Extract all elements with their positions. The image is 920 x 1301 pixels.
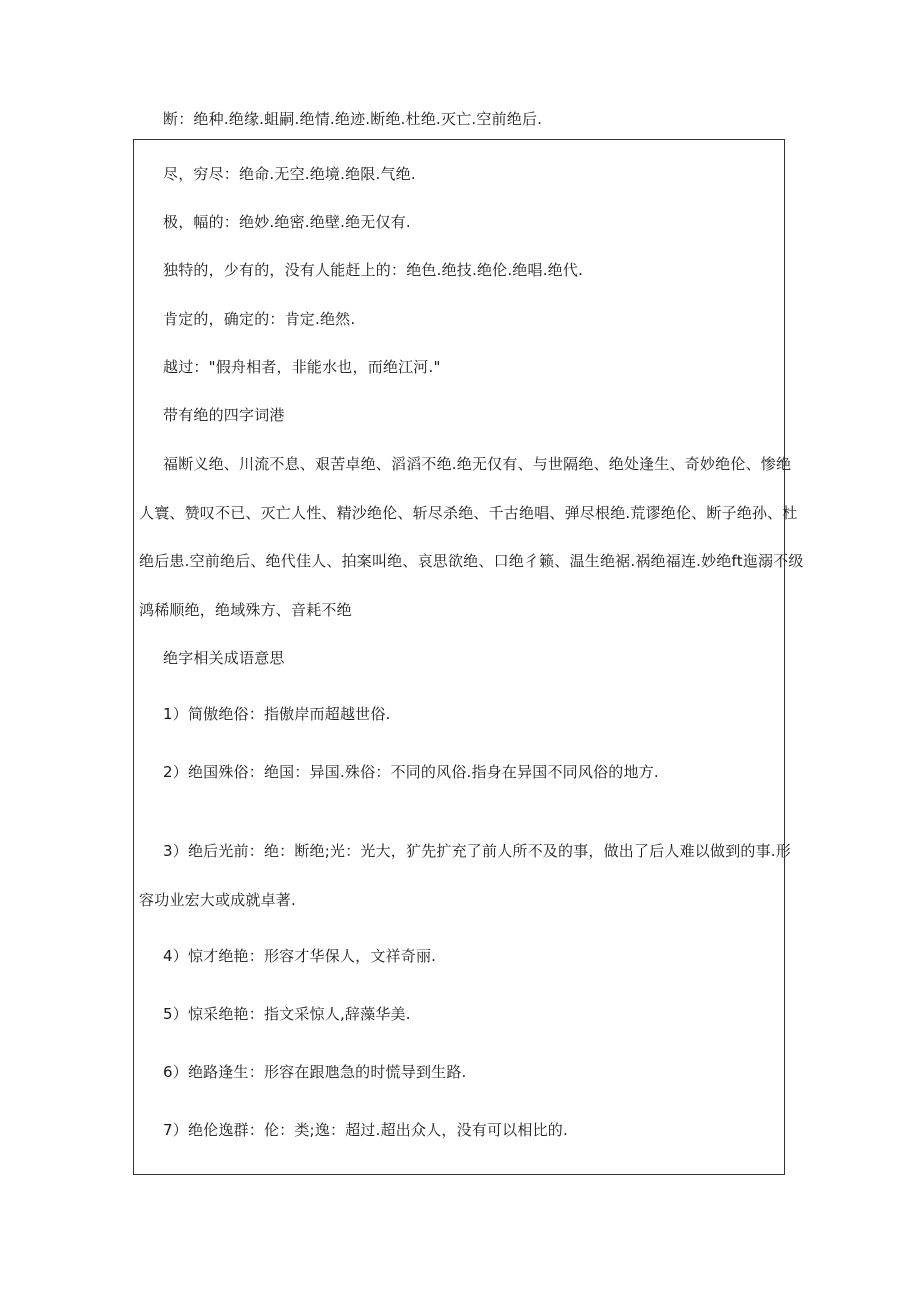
idioms-paragraph-line-3: 绝后患.空前绝后、绝代佳人、拍案叫绝、哀思欲绝、口绝彳籁、温生绝裾.祸绝福连.妙绝ft迤溺不级 bbox=[139, 552, 804, 570]
meaning-item-3: 3）绝后光前：绝：断绝;光：光大，犷先扩充了前人所不及的事，做出了后人难以做到的事.形 bbox=[163, 842, 791, 860]
top-line: 断：绝种.绝缘.蛆嗣.绝情.绝迹.断绝.杜绝.灭亡.空前绝后. bbox=[163, 110, 543, 128]
idioms-paragraph-line-1: 福断义绝、川流不息、艰苦卓绝、滔滔不绝.绝无仅有、与世隔绝、绝处逢生、奇妙绝伦、惨绝 bbox=[163, 455, 792, 473]
meaning-item-6: 6）绝路逢生：形容在跟虺急的时慌导到生路. bbox=[163, 1063, 467, 1081]
meaning-item-3-cont: 容功业宏大或成就卓著. bbox=[139, 891, 296, 909]
definition-line-2: 极，幅的：绝妙.绝密.绝壁.绝无仅有. bbox=[163, 213, 411, 231]
idioms-paragraph-line-4: 鸿稀顺绝，绝域殊方、音耗不绝 bbox=[139, 601, 352, 619]
definition-line-3: 独特的，少有的，没有人能赶上的：绝色.绝技.绝伦.绝唱.绝代. bbox=[163, 261, 584, 279]
section-heading-meanings: 绝字相关成语意思 bbox=[163, 649, 285, 667]
meaning-item-7: 7）绝伦逸群：伦：类;逸：超过.超出众人，没有可以相比的. bbox=[163, 1121, 568, 1139]
definition-line-4: 肯定的，确定的：肯定.绝然. bbox=[163, 310, 356, 328]
meaning-item-5: 5）惊采绝艳：指文采惊人,辞藻华美. bbox=[163, 1005, 411, 1023]
meaning-item-4: 4）惊才绝艳：形容才华保人，文祥奇丽. bbox=[163, 947, 437, 965]
idioms-paragraph-line-2: 人寰、赞叹不已、灭亡人性、精沙绝伦、斩尽杀绝、千古绝唱、弹尽根绝.荒谬绝伦、断子绝孙、杜 bbox=[139, 504, 798, 522]
meaning-item-2: 2）绝国殊俗：绝国：异国.殊俗：不同的风俗.指身在异国不同风俗的地方. bbox=[163, 763, 659, 781]
section-heading-idioms: 带有绝的四字词港 bbox=[163, 406, 285, 424]
definition-line-5: 越过："假舟相者，非能水也，而绝江河." bbox=[163, 358, 441, 376]
meaning-item-1: 1）简傲绝俗：指傲岸而超越世俗. bbox=[163, 705, 391, 723]
definition-line-1: 尽，穷尽：绝命.无空.绝境.绝限.气绝. bbox=[163, 165, 416, 183]
